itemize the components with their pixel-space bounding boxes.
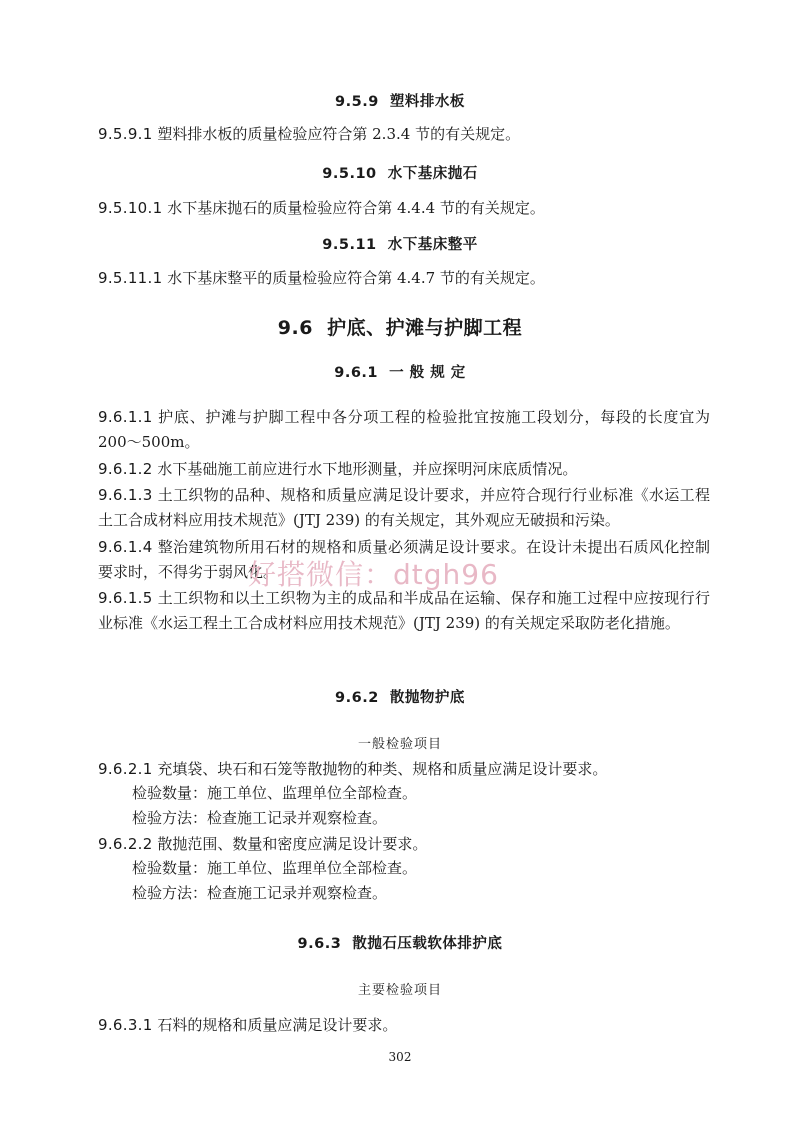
section-heading-9-6-2: 9.6.2 散抛物护底 [335,690,465,706]
section-heading-9-6-3: 9.6.3 散抛石压载软体排护底 [297,936,503,952]
clause-text: 护底、护滩与护脚工程中各分项工程的检验批宜按施工段划分，每段的长度宜为200～500m。 [98,408,710,451]
clause-text: 水下基础施工前应进行水下地形测量，并应探明河床底质情况。 [157,460,578,478]
page-number: 302 [388,1050,412,1064]
subheading-general-items: 一般检验项目 [357,737,442,752]
inspection-method: 检验方法：检查施工记录并观察检查。 [132,884,388,902]
inspection-method: 检验方法：检查施工记录并观察检查。 [132,809,388,827]
clause-text: 水下基床整平的质量检验应符合第 4.4.7 节的有关规定。 [167,269,545,287]
section-heading-9-6-1: 9.6.1 一 般 规 定 [334,365,466,381]
inspection-quantity: 检验数量：施工单位、监理单位全部检查。 [132,859,418,877]
clause-9-6-3-1 [98,1013,710,1038]
clause-text: 水下基床抛石的质量检验应符合第 4.4.4 节的有关规定。 [167,199,545,217]
section-heading-9-5-10: 9.5.10 水下基床抛石 [322,166,478,182]
clause-number: 9.6.2.2 [98,835,153,853]
clause-number: 9.6.1.5 [98,589,153,607]
clause-9-6-1-3 [98,483,710,532]
clause-9-6-2-1 [98,757,710,782]
clause-text: 散抛范围、数量和密度应满足设计要求。 [157,835,428,853]
clause-text: 土工织物的品种、规格和质量应满足设计要求，并应符合现行行业标准《水运工程土工合成材料应用技术规范》(JTJ 239) 的有关规定，其外观应无破损和污染。 [98,486,710,529]
clause-number: 9.5.10.1 [98,199,163,217]
clause-number: 9.6.1.1 [98,408,153,426]
clause-9-5-11-1 [98,266,710,291]
section-heading-9-5-9: 9.5.9 塑料排水板 [335,94,465,110]
section-heading-9-5-11: 9.5.11 水下基床整平 [322,237,478,253]
clause-text: 塑料排水板的质量检验应符合第 2.3.4 节的有关规定。 [157,125,521,143]
clause-text: 充填袋、块石和石笼等散抛物的种类、规格和质量应满足设计要求。 [157,760,608,778]
chapter-heading-9-6: 9.6 护底、护滩与护脚工程 [277,317,523,339]
subheading-main-items: 主要检验项目 [357,983,442,998]
clause-text: 土工织物和以土工织物为主的成品和半成品在运输、保存和施工过程中应按现行行业标准《水运工程土工合成材料应用技术规范》(JTJ 239) 的有关规定采取防老化措施。 [98,589,710,632]
clause-number: 9.6.2.1 [98,760,153,778]
inspection-quantity: 检验数量：施工单位、监理单位全部检查。 [132,784,418,802]
clause-9-5-10-1 [98,196,710,221]
clause-text: 石料的规格和质量应满足设计要求。 [157,1016,398,1034]
clause-number: 9.6.3.1 [98,1016,153,1034]
clause-text: 整治建筑物所用石材的规格和质量必须满足设计要求。在设计未提出石质风化控制要求时，不得劣于弱风化。 [98,538,710,581]
clause-9-6-1-1 [98,405,710,454]
clause-number: 9.6.1.2 [98,460,153,478]
clause-9-6-1-2 [98,457,710,482]
clause-number: 9.5.9.1 [98,125,153,143]
clause-9-5-9-1 [98,122,710,147]
clause-number: 9.5.11.1 [98,269,163,287]
clause-9-6-1-5 [98,586,710,635]
clause-number: 9.6.1.3 [98,486,153,504]
clause-number: 9.6.1.4 [98,538,153,556]
clause-9-6-2-2 [98,832,710,857]
watermark: 好搭微信：dtgh96 [248,558,499,591]
